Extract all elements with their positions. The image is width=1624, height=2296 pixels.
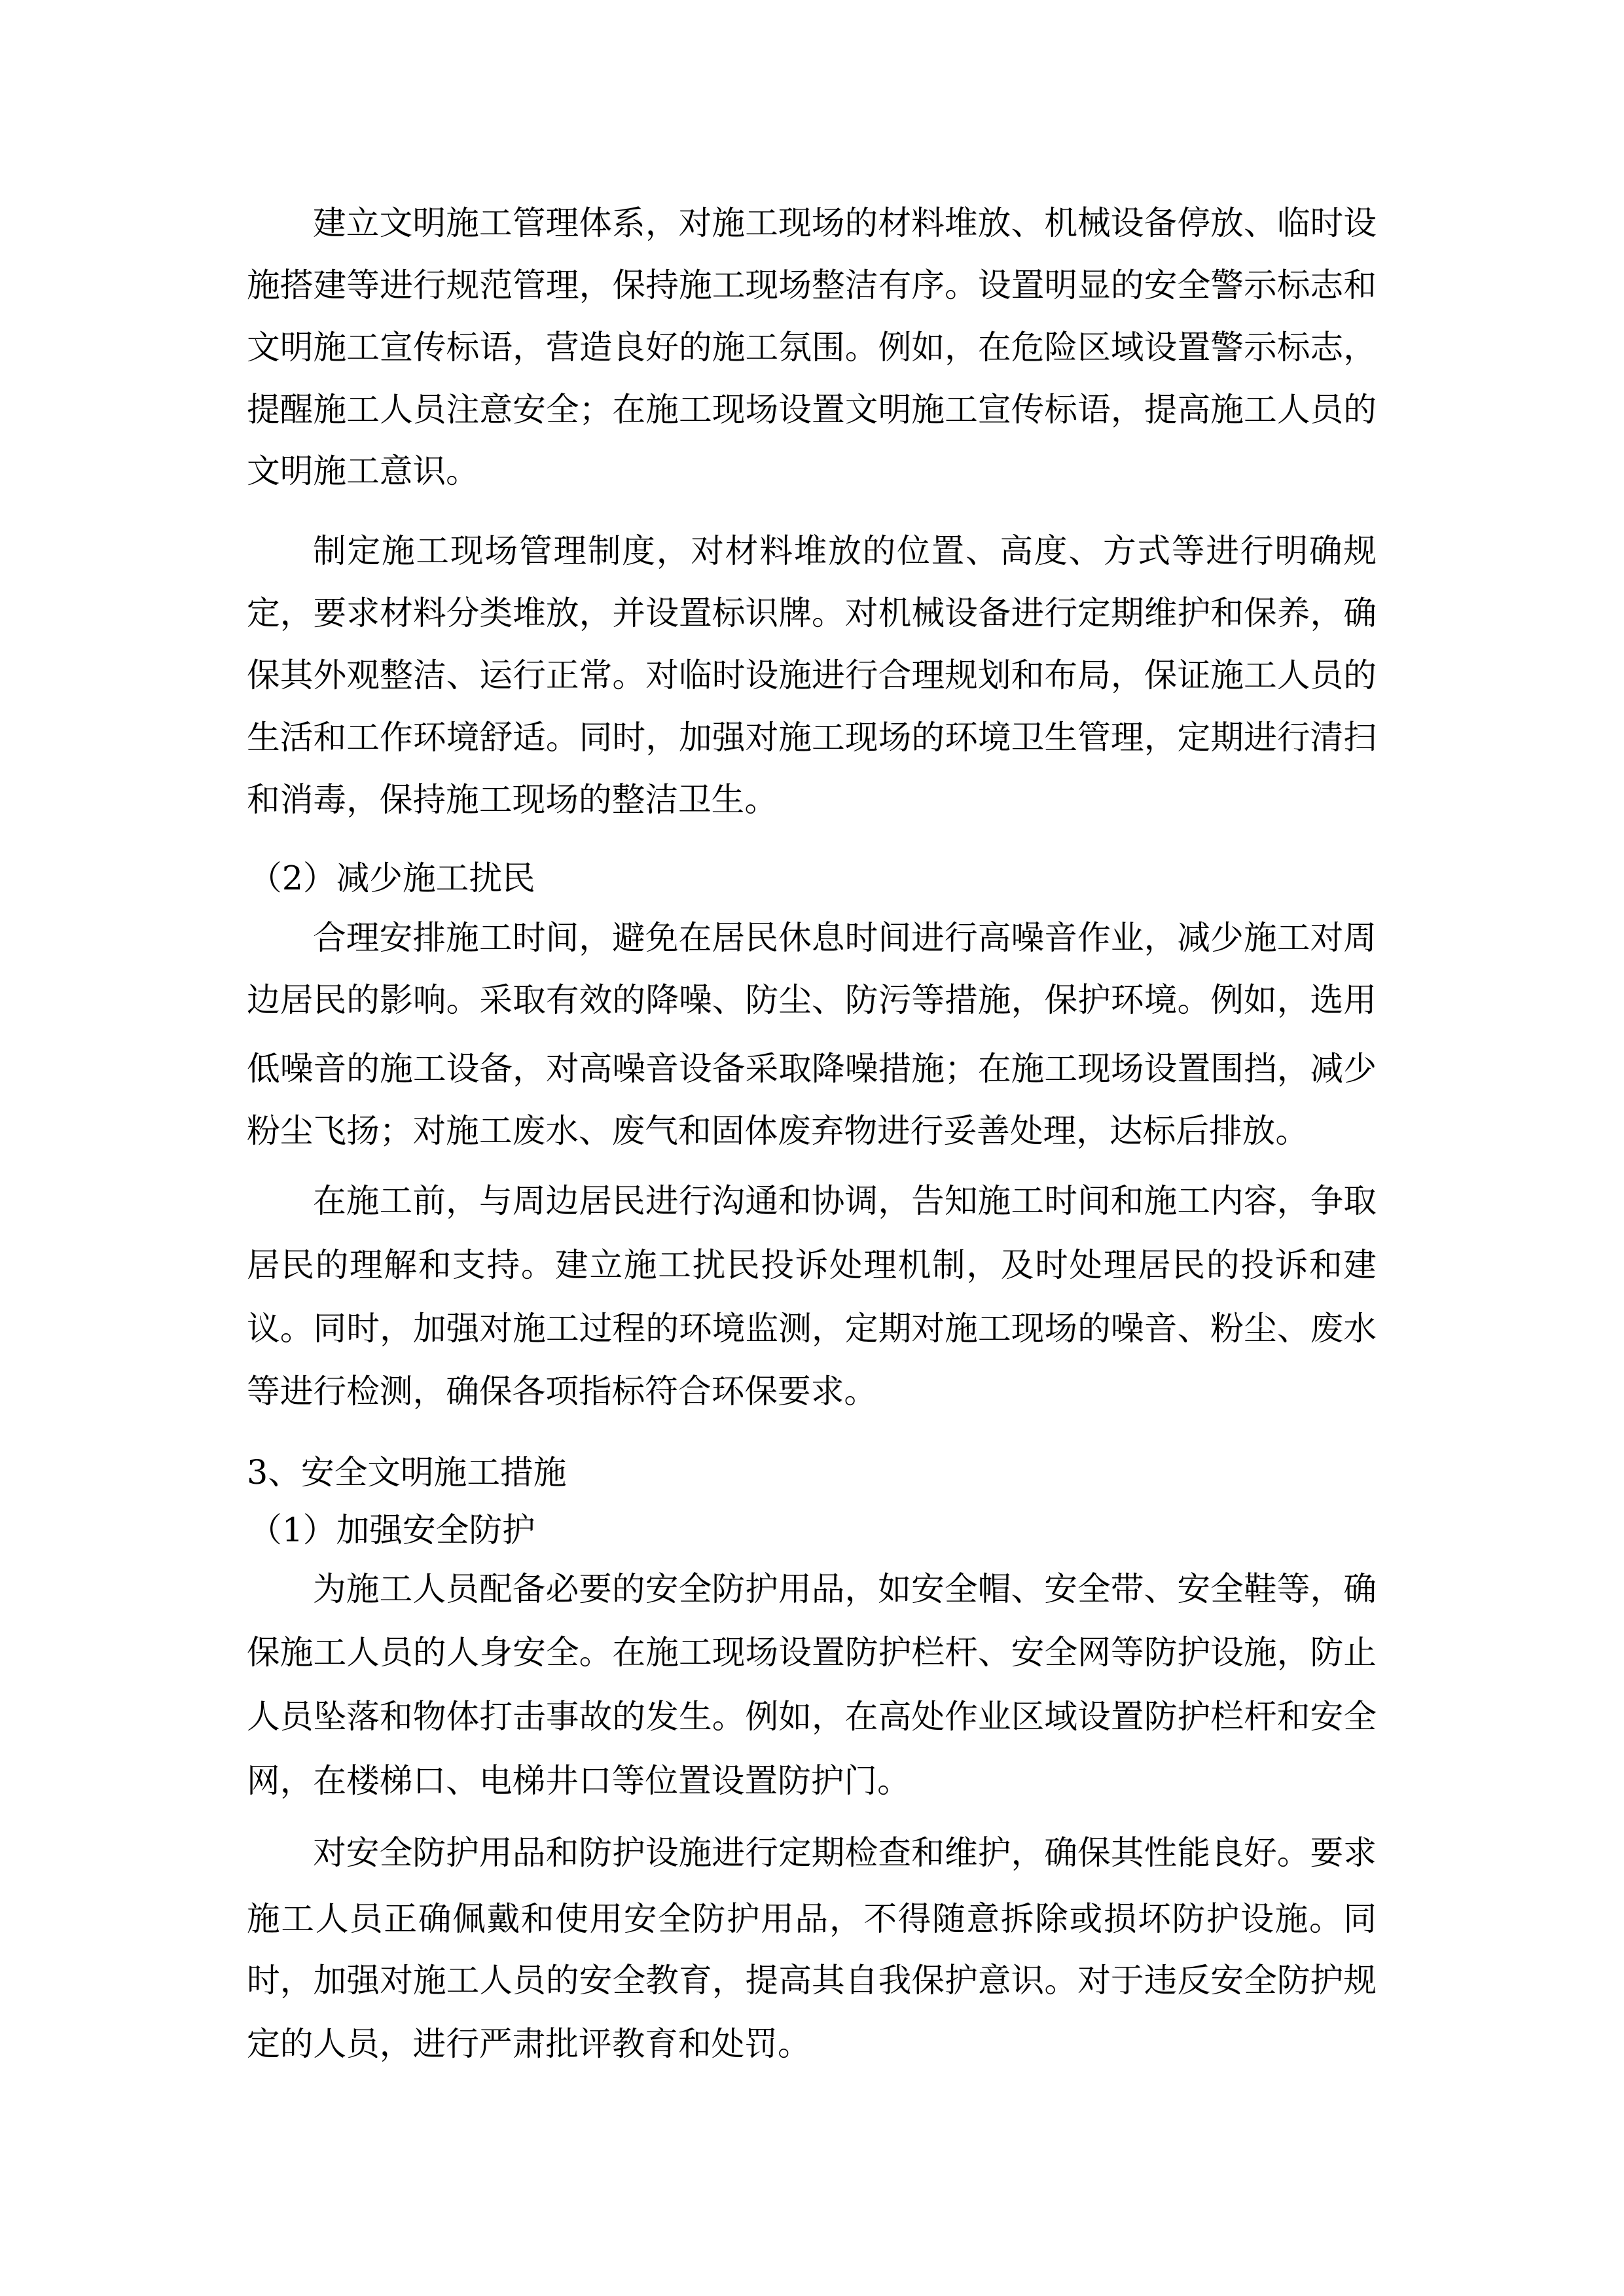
paragraph-line: 制定施工现场管理制度，对材料堆放的位置、高度、方式等进行明确规	[313, 531, 1377, 570]
paragraph-line: 定，要求材料分类堆放，并设置标识牌。对机械设备进行定期维护和保养，确	[247, 594, 1377, 632]
paragraph-line: 对安全防护用品和防护设施进行定期检查和维护，确保其性能良好。要求	[313, 1833, 1377, 1872]
paragraph-line: 定的人员，进行严肃批评教育和处罚。	[247, 2024, 811, 2063]
section-heading-reduce-disturbance: （2）减少施工扰民	[249, 859, 535, 897]
paragraph-line: 建立文明施工管理体系，对施工现场的材料堆放、机械设备停放、临时设	[313, 204, 1377, 242]
subsection-heading-safety-protection: （1）加强安全防护	[249, 1511, 535, 1549]
paragraph-line: 文明施工宣传标语，营造良好的施工氛围。例如，在危险区域设置警示标志，	[247, 328, 1377, 367]
paragraph-line: 保其外观整洁、运行正常。对临时设施进行合理规划和布局，保证施工人员的	[247, 656, 1377, 694]
section-heading-safety-measures: 3、安全文明施工措施	[247, 1453, 567, 1492]
paragraph-line: 居民的理解和支持。建立施工扰民投诉处理机制，及时处理居民的投诉和建	[247, 1246, 1377, 1284]
paragraph-line: 合理安排施工时间，避免在居民休息时间进行高噪音作业，减少施工对周	[313, 918, 1377, 957]
paragraph-line: 在施工前，与周边居民进行沟通和协调，告知施工时间和施工内容，争取	[313, 1181, 1377, 1220]
paragraph-line: 施工人员正确佩戴和使用安全防护用品，不得随意拆除或损坏防护设施。同	[247, 1899, 1377, 1938]
paragraph-line: 议。同时，加强对施工过程的环境监测，定期对施工现场的噪音、粉尘、废水	[247, 1309, 1377, 1348]
paragraph-line: 施搭建等进行规范管理，保持施工现场整洁有序。设置明显的安全警示标志和	[247, 266, 1377, 304]
paragraph-line: 网，在楼梯口、电梯井口等位置设置防护门。	[247, 1761, 911, 1800]
paragraph-line: 等进行检测，确保各项指标符合环保要求。	[247, 1372, 878, 1410]
paragraph-line: 时，加强对施工人员的安全教育，提高其自我保护意识。对于违反安全防护规	[247, 1961, 1377, 2000]
paragraph-line: 文明施工意识。	[247, 452, 479, 490]
paragraph-line: 粉尘飞扬；对施工废水、废气和固体废弃物进行妥善处理，达标后排放。	[247, 1111, 1309, 1150]
paragraph-line: 低噪音的施工设备，对高噪音设备采取降噪措施；在施工现场设置围挡，减少	[247, 1049, 1377, 1088]
paragraph-line: 边居民的影响。采取有效的降噪、防尘、防污等措施，保护环境。例如，选用	[247, 980, 1377, 1019]
paragraph-line: 生活和工作环境舒适。同时，加强对施工现场的环境卫生管理，定期进行清扫	[247, 718, 1377, 757]
paragraph-line: 提醒施工人员注意安全；在施工现场设置文明施工宣传标语，提高施工人员的	[247, 390, 1377, 429]
paragraph-line: 和消毒，保持施工现场的整洁卫生。	[247, 780, 778, 819]
paragraph-line: 人员坠落和物体打击事故的发生。例如，在高处作业区域设置防护栏杆和安全	[247, 1697, 1377, 1736]
paragraph-line: 为施工人员配备必要的安全防护用品，如安全帽、安全带、安全鞋等，确	[313, 1570, 1377, 1608]
paragraph-line: 保施工人员的人身安全。在施工现场设置防护栏杆、安全网等防护设施，防止	[247, 1633, 1377, 1672]
